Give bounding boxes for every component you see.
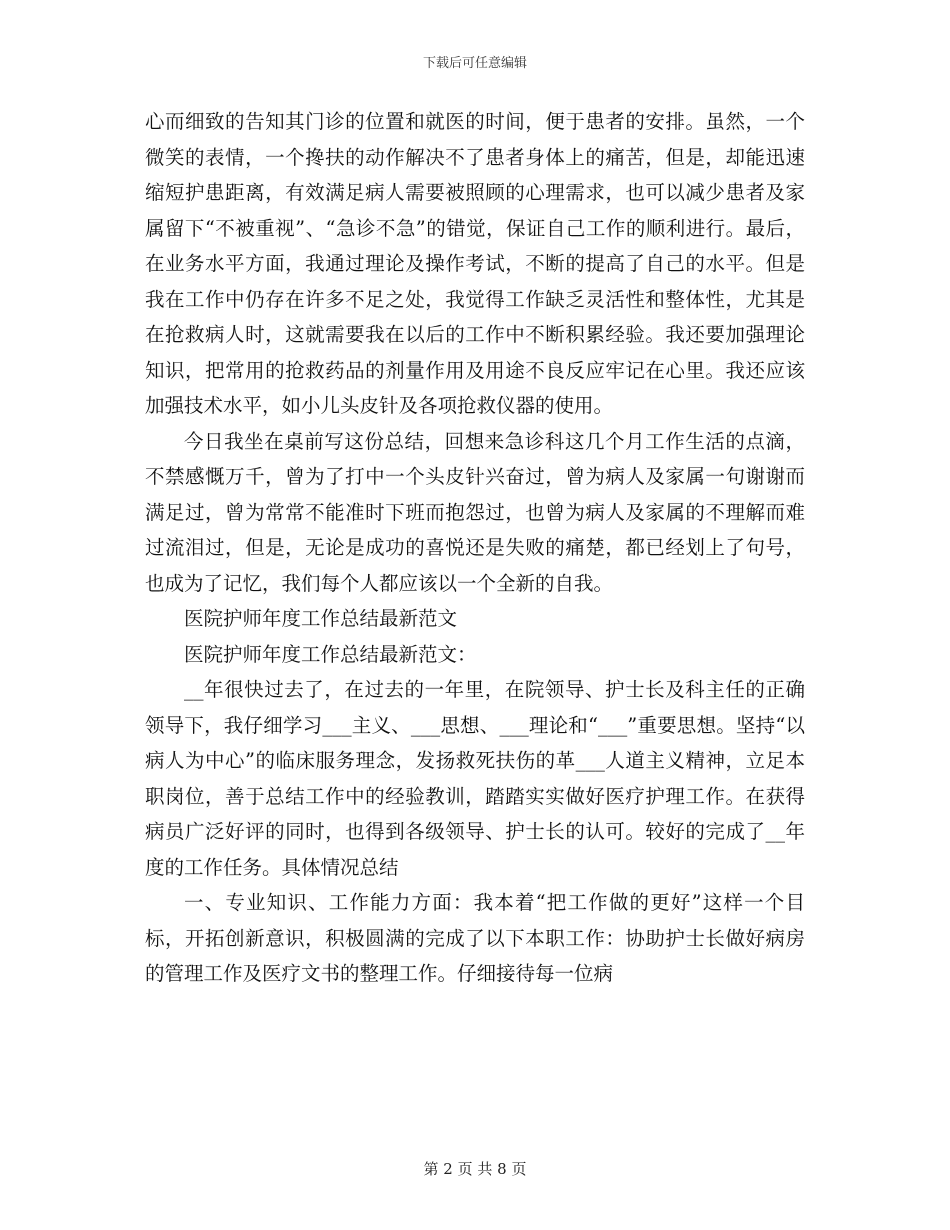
paragraph-4: 一、专业知识、工作能力方面：我本着“把工作做的更好”这样一个目标，开拓创新意识，积极圆满的完成了以下本职工作：协助护士长做好病房的管理工作及医疗文书的整理工作。仔细接待每一位病 [145,891,805,985]
section-subtitle: 医院护师年度工作总结最新范文： [184,642,477,666]
page-number: 第 2 页 共 8 页 [423,1160,527,1178]
page-header: 下载后可任意编辑 [422,56,527,71]
paragraph-3: __年很快过去了，在过去的一年里，在院领导、护士长及科主任的正确领导下，我仔细学习___主义、___思想、___理论和“___”重要思想。坚持“以病人为中心”的临床服务理念，发扬救死扶伤的革___人道主义精神，立足本职岗位，善于总结工作中的经验教训，踏踏实实做好医疗护理工作。在获得病员广泛好评的同时，也得到各级领导、护士长的认可。较好的完成了__年度的工作任务。具体情况总结 [145,678,805,879]
section-title: 医院护师年度工作总结最新范文 [184,607,458,630]
document-body [145,104,805,992]
paragraph-1: 心而细致的告知其门诊的位置和就医的时间，便于患者的安排。虽然，一个微笑的表情，一个搀扶的动作解决不了患者身体上的痛苦，但是，却能迅速缩短护患距离，有效满足病人需要被照顾的心理需求，也可以减少患者及家属留下“不被重视”、“急诊不急”的错觉，保证自己工作的顺利进行。最后，在业务水平方面，我通过理论及操作考试，不断的提高了自己的水平。但是我在工作中仍存在许多不足之处，我觉得工作缺乏灵活性和整体性，尤其是在抢救病人时，这就需要我在以后的工作中不断积累经验。我还要加强理论知识，把常用的抢救药品的剂量作用及用途不良反应牢记在心里。我还应该加强技术水平，如小儿头皮针及各项抢救仪器的使用。 [145,110,805,417]
paragraph-2: 今日我坐在桌前写这份总结，回想来急诊科这几个月工作生活的点滴，不禁感慨万千，曾为了打中一个头皮针兴奋过，曾为病人及家属一句谢谢而满足过，曾为常常不能准时下班而抱怨过，也曾为病人及家属的不理解而难过流泪过，但是，无论是成功的喜悦还是失败的痛楚，都已经划上了句号，也成为了记忆，我们每个人都应该以一个全新的自我。 [145,429,805,595]
